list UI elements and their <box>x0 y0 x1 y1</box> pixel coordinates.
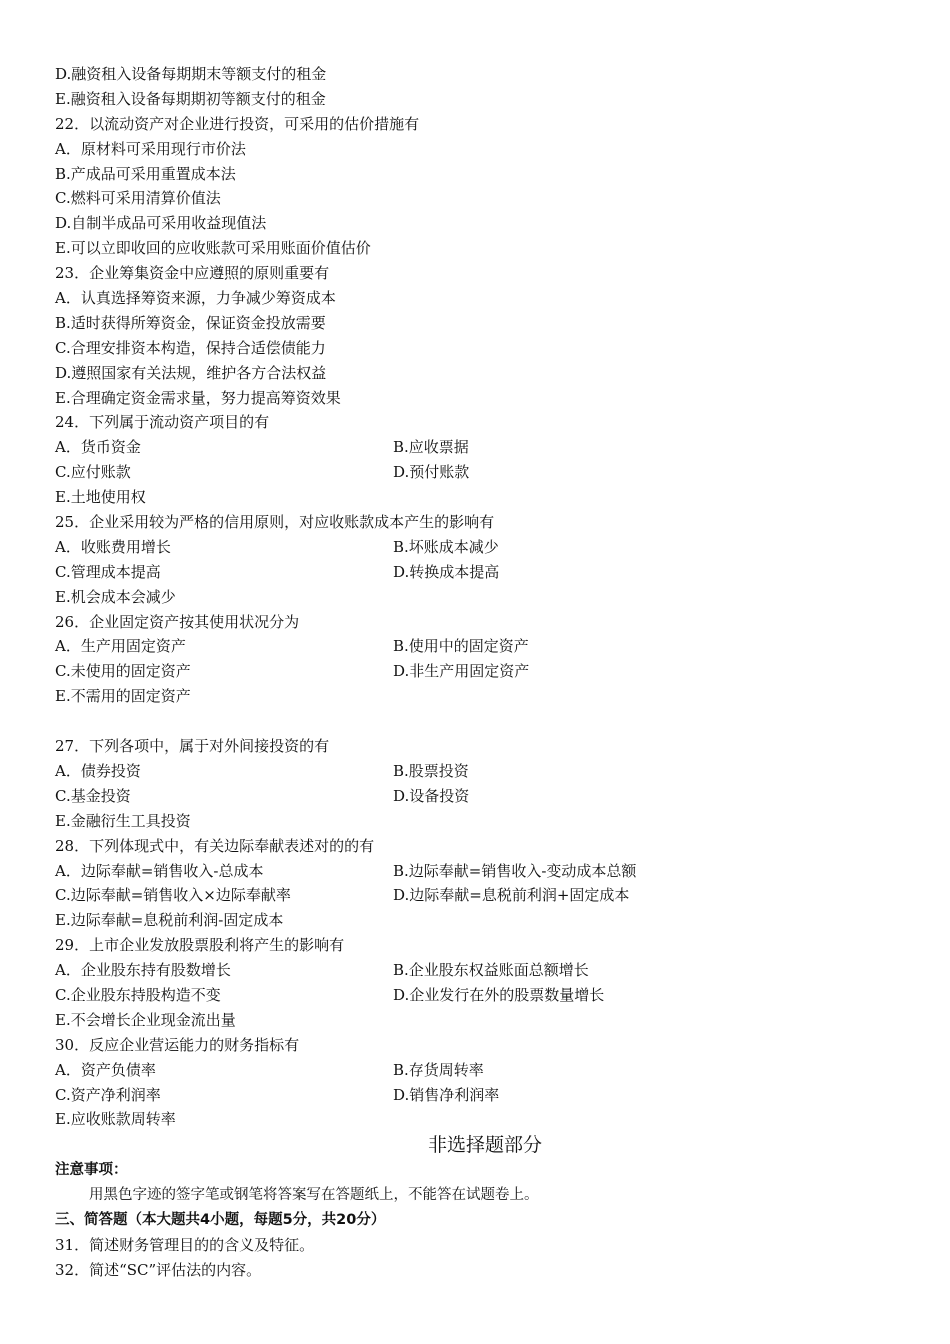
q23-option-c: C.合理安排资本构造，保持合适偿债能力 <box>55 338 326 357</box>
q22-option-e: E.可以立即收回的应收账款可采用账面价值估价 <box>55 239 371 258</box>
q22-option-d: D.自制半成品可采用收益现值法 <box>55 214 267 233</box>
q30-options-ab <box>55 1058 915 1083</box>
nonchoice-section-title: 非选择题部分 <box>427 1134 542 1157</box>
q29-options-ab <box>55 958 915 983</box>
q29-option-c: C.企业股东持股构造不变 <box>55 985 221 1004</box>
q29-option-a: A．企业股东持有股数增长 <box>55 961 231 980</box>
q21-option-e: E.融资租入设备每期期初等额支付的租金 <box>55 89 326 108</box>
q27-option-b: B.股票投资 <box>393 761 469 780</box>
q26-option-c: C.未使用的固定资产 <box>55 662 191 681</box>
notice-text: 用黑色字迹的签字笔或钢笔将答案写在答题纸上，不能答在试题卷上。 <box>89 1187 539 1204</box>
q24-option-a: A．货币资金 <box>55 438 141 457</box>
q26-option-e: E.不需用的固定资产 <box>55 687 191 706</box>
q28-options-ab <box>55 859 915 884</box>
q24-options-ab <box>55 435 915 460</box>
q28-question: 28．下列体现式中，有关边际奉献表述对的的有 <box>55 836 375 855</box>
q27-option-c: C.基金投资 <box>55 786 131 805</box>
q28-option-c: C.边际奉献=销售收入×边际奉献率 <box>55 886 291 905</box>
notice-label: 注意事项： <box>55 1162 128 1179</box>
q29-options-cd <box>55 983 915 1008</box>
q24-option-c: C.应付账款 <box>55 463 131 482</box>
q25-options-cd <box>55 560 915 585</box>
q27-question: 27．下列各项中，属于对外间接投资的有 <box>55 737 330 756</box>
q30-question: 30．反应企业营运能力的财务指标有 <box>55 1035 300 1054</box>
q23-option-d: D.遵照国家有关法规，维护各方合法权益 <box>55 363 327 382</box>
q29-option-e: E.不会增长企业现金流出量 <box>55 1010 236 1029</box>
q25-options-ab <box>55 535 915 560</box>
q24-options-cd <box>55 460 915 485</box>
q26-option-b: B.使用中的固定资产 <box>393 637 529 656</box>
q30-option-d: D.销售净利润率 <box>393 1085 500 1104</box>
q30-options-cd <box>55 1083 915 1108</box>
q25-option-a: A．收账费用增长 <box>55 537 171 556</box>
q29-option-b: B.企业股东权益账面总额增长 <box>393 961 589 980</box>
q27-option-d: D.设备投资 <box>393 786 470 805</box>
section3-heading: 三、简答题（本大题共4小题，每题5分，共20分） <box>55 1212 386 1229</box>
q23-option-a: A．认真选择筹资来源，力争减少筹资成本 <box>55 289 336 308</box>
q24-option-e: E.土地使用权 <box>55 488 146 507</box>
q26-option-a: A．生产用固定资产 <box>55 637 186 656</box>
q23-option-e: E.合理确定资金需求量，努力提高筹资效果 <box>55 388 341 407</box>
q28-option-b: B.边际奉献=销售收入-变动成本总额 <box>393 861 637 880</box>
q23-option-b: B.适时获得所筹资金，保证资金投放需要 <box>55 313 326 332</box>
q27-option-a: A．债券投资 <box>55 761 141 780</box>
q25-option-d: D.转换成本提高 <box>393 562 500 581</box>
q25-option-c: C.管理成本提高 <box>55 562 161 581</box>
q22-option-c: C.燃料可采用清算价值法 <box>55 189 221 208</box>
q25-option-b: B.坏账成本减少 <box>393 537 499 556</box>
q29-option-d: D.企业发行在外的股票数量增长 <box>393 985 605 1004</box>
q25-question: 25．企业采用较为严格的信用原则，对应收账款成本产生的影响有 <box>55 513 495 532</box>
q22-question: 22．以流动资产对企业进行投资，可采用的估价措施有 <box>55 114 420 133</box>
q22-option-a: A．原材料可采用现行市价法 <box>55 139 246 158</box>
q28-option-d: D.边际奉献=息税前利润+固定成本 <box>393 886 630 905</box>
q28-option-a: A．边际奉献=销售收入-总成本 <box>55 861 264 880</box>
q31-question: 31．简述财务管理目的的含义及特征。 <box>55 1235 315 1254</box>
q27-option-e: E.金融衍生工具投资 <box>55 811 191 830</box>
q27-options-cd <box>55 784 915 809</box>
q32-question: 32．简述“SC”评估法的内容。 <box>55 1260 262 1279</box>
q26-options-ab <box>55 634 915 659</box>
q30-option-a: A．资产负债率 <box>55 1060 156 1079</box>
q30-option-e: E.应收账款周转率 <box>55 1110 176 1129</box>
q25-option-e: E.机会成本会减少 <box>55 587 176 606</box>
q27-options-ab <box>55 759 915 784</box>
q26-options-cd <box>55 659 915 684</box>
q21-option-d: D.融资租入设备每期期末等额支付的租金 <box>55 65 327 83</box>
q29-question: 29．上市企业发放股票股利将产生的影响有 <box>55 936 345 955</box>
q28-option-e: E.边际奉献=息税前利润-固定成本 <box>55 911 284 930</box>
q26-question: 26．企业固定资产按其使用状况分为 <box>55 612 300 631</box>
q30-option-c: C.资产净利润率 <box>55 1085 161 1104</box>
exam-page <box>55 62 915 1283</box>
q28-options-cd <box>55 883 915 908</box>
q26-option-d: D.非生产用固定资产 <box>393 662 530 681</box>
q24-option-d: D.预付账款 <box>393 463 470 482</box>
q30-option-b: B.存货周转率 <box>393 1060 484 1079</box>
q22-option-b: B.产成品可采用重置成本法 <box>55 164 236 183</box>
q24-question: 24．下列属于流动资产项目的有 <box>55 413 270 432</box>
q24-option-b: B.应收票据 <box>393 438 469 457</box>
q23-question: 23．企业筹集资金中应遵照的原则重要有 <box>55 264 330 283</box>
spacer <box>55 709 915 734</box>
